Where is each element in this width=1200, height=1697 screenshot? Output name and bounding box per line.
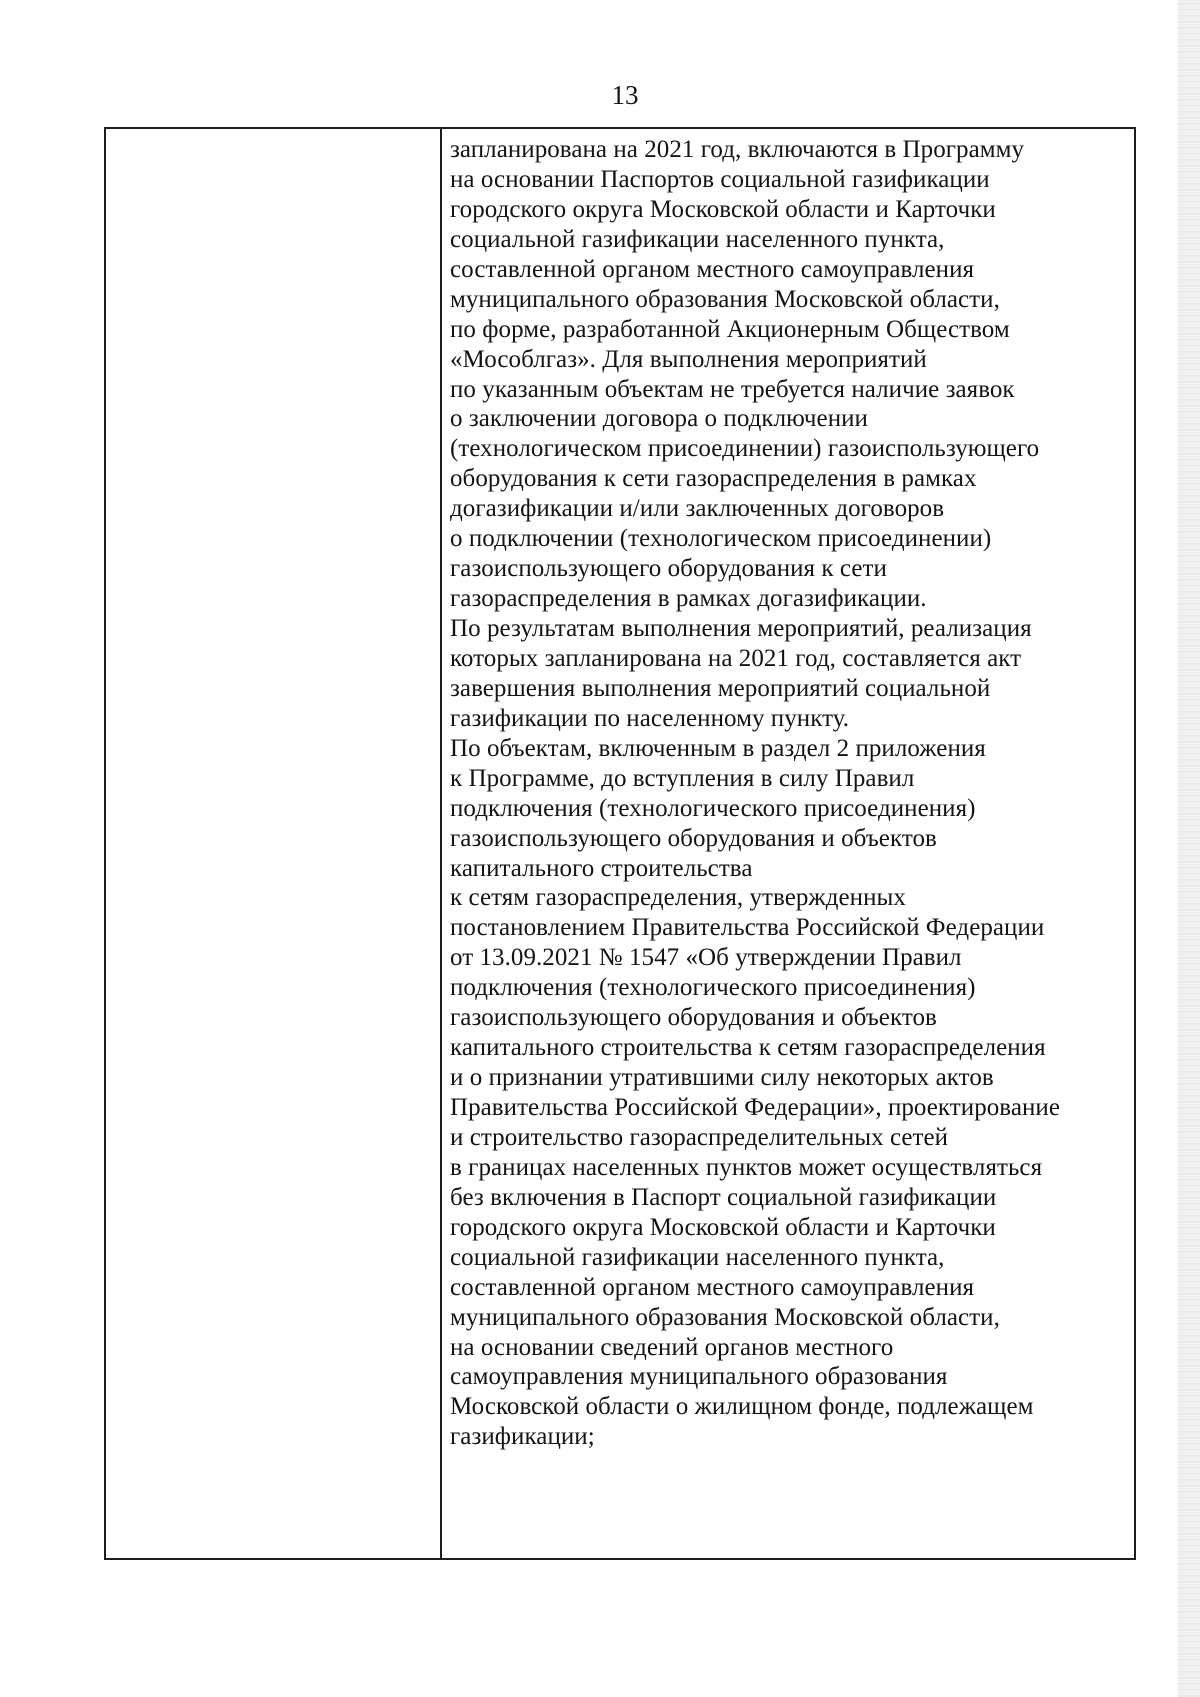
text-line: подключения (технологического присоединения) bbox=[450, 974, 976, 1002]
text-line: муниципального образования Московской области, bbox=[450, 1303, 1000, 1331]
text-line: запланирована на 2021 год, включаются в Программу bbox=[450, 136, 1025, 163]
text-line: городского округа Московской области и Карточки bbox=[450, 1213, 996, 1241]
text-line: составленной органом местного самоуправления bbox=[450, 1273, 975, 1301]
page-number: 13 bbox=[611, 80, 639, 110]
text-line: социальной газификации населенного пункта, bbox=[450, 1243, 945, 1271]
text-line: постановлением Правительства Российской Федерации bbox=[450, 914, 1045, 942]
text-line: о заключении договора о подключении bbox=[450, 405, 868, 433]
text-line: по указанным объектам не требуется наличие заявок bbox=[450, 375, 1015, 403]
text-line: Правительства Российской Федерации», проектирование bbox=[450, 1094, 1060, 1121]
text-line: капитального строительства к сетям газораспределения bbox=[450, 1034, 1046, 1062]
text-line: завершения выполнения мероприятий социальной bbox=[450, 674, 991, 702]
table-right-cell bbox=[450, 135, 1140, 1452]
text-line: газификации по населенному пункту. bbox=[450, 704, 850, 732]
text-line: самоуправления муниципального образования bbox=[450, 1363, 948, 1391]
text-line: на основании сведений органов местного bbox=[450, 1333, 894, 1361]
scan-edge-artifact bbox=[1178, 0, 1200, 1697]
text-line: газоиспользующего оборудования и объектов bbox=[450, 1004, 937, 1032]
text-line: подключения (технологического присоединения) bbox=[450, 794, 976, 822]
text-line: городского округа Московской области и Карточки bbox=[450, 195, 996, 223]
text-line: газификации; bbox=[450, 1423, 595, 1451]
text-line: без включения в Паспорт социальной газификации bbox=[450, 1183, 997, 1211]
text-line: «Мособлгаз». Для выполнения мероприятий bbox=[450, 345, 927, 373]
text-line: и о признании утратившими силу некоторых актов bbox=[450, 1064, 994, 1092]
text-line: муниципального образования Московской области, bbox=[450, 285, 1000, 313]
text-line: от 13.09.2021 № 1547 «Об утверждении Правил bbox=[450, 944, 962, 972]
document-table bbox=[104, 127, 1136, 1560]
text-line: в границах населенных пунктов может осуществляться bbox=[450, 1153, 1043, 1181]
text-line: составленной органом местного самоуправления bbox=[450, 255, 975, 283]
text-line: социальной газификации населенного пункта, bbox=[450, 225, 945, 253]
text-line: которых запланирована на 2021 год, составляется акт bbox=[450, 644, 1022, 672]
text-line: (технологическом присоединении) газоиспользующего bbox=[450, 435, 1040, 463]
text-line: и строительство газораспределительных сетей bbox=[450, 1123, 949, 1151]
text-line: оборудования к сети газораспределения в рамках bbox=[450, 465, 977, 493]
text-line: газоиспользующего оборудования к сети bbox=[450, 555, 887, 583]
text-line: Московской области о жилищном фонде, подлежащем bbox=[450, 1393, 1034, 1421]
text-line: По результатам выполнения мероприятий, реализация bbox=[450, 615, 1032, 642]
text-line: к Программе, до вступления в силу Правил bbox=[450, 764, 915, 792]
text-line: догазификации и/или заключенных договоров bbox=[450, 495, 945, 523]
text-line: к сетям газораспределения, утвержденных bbox=[450, 884, 906, 912]
text-line: по форме, разработанной Акционерным Обществом bbox=[450, 315, 1010, 343]
table-left-cell bbox=[106, 129, 440, 1558]
text-line: По объектам, включенным в раздел 2 приложения bbox=[450, 734, 986, 762]
text-line: газоиспользующего оборудования и объектов bbox=[450, 824, 937, 852]
text-line: капитального строительства bbox=[450, 854, 753, 882]
column-divider bbox=[440, 129, 442, 1558]
text-line: на основании Паспортов социальной газификации bbox=[450, 165, 990, 193]
text-line: газораспределения в рамках догазификации. bbox=[450, 585, 927, 613]
text-line: о подключении (технологическом присоединении) bbox=[450, 525, 992, 553]
